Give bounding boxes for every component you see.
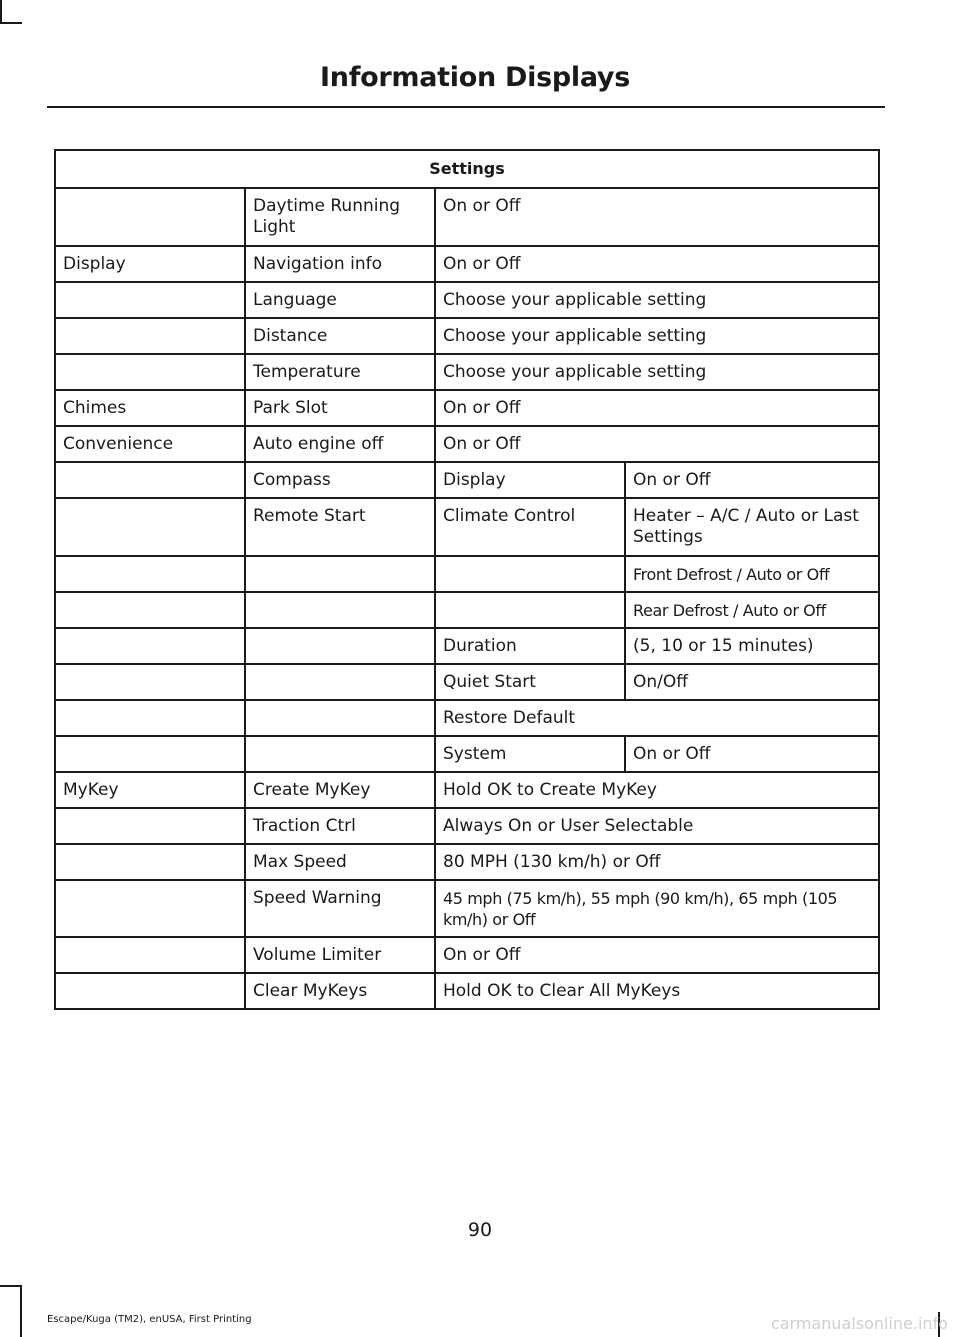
table-header-row [55, 150, 879, 188]
sub-item-cell: Quiet Start [435, 664, 625, 700]
table-row [55, 354, 879, 390]
value-cell: Hold OK to Clear All MyKeys [435, 973, 879, 1009]
category-cell: Convenience [55, 426, 245, 462]
value-cell: Rear Defrost / Auto or Off [625, 592, 879, 628]
value-cell: (5, 10 or 15 minutes) [625, 628, 879, 664]
value-cell: Choose your applicable setting [435, 282, 879, 318]
item-cell: Auto engine off [245, 426, 435, 462]
value-cell: 80 MPH (130 km/h) or Off [435, 844, 879, 880]
value-cell: 45 mph (75 km/h), 55 mph (90 km/h), 65 mph (105 km/h) or Off [435, 880, 879, 937]
item-cell: Max Speed [245, 844, 435, 880]
title-divider [47, 106, 885, 108]
sub-item-cell: Restore Default [435, 700, 879, 736]
table-row [55, 246, 879, 282]
value-cell: On or Off [435, 246, 879, 282]
watermark: carmanualsonline.info [770, 1314, 948, 1333]
table-row [55, 390, 879, 426]
table-row [55, 973, 879, 1009]
value-cell: On/Off [625, 664, 879, 700]
table-row [55, 498, 879, 556]
value-cell: Always On or User Selectable [435, 808, 879, 844]
value-cell: Front Defrost / Auto or Off [625, 556, 879, 592]
category-cell: Display [55, 246, 245, 282]
value-cell: Hold OK to Create MyKey [435, 772, 879, 808]
table-row [55, 880, 879, 937]
table-row [55, 318, 879, 354]
value-cell: On or Off [435, 390, 879, 426]
category-cell: MyKey [55, 772, 245, 808]
category-cell: Chimes [55, 390, 245, 426]
value-cell: Choose your applicable setting [435, 354, 879, 390]
item-cell: Clear MyKeys [245, 973, 435, 1009]
table-row [55, 808, 879, 844]
sub-item-cell: System [435, 736, 625, 772]
value-cell: On or Off [625, 736, 879, 772]
value-cell: On or Off [435, 937, 879, 973]
settings-table [54, 149, 880, 1010]
crop-mark [0, 22, 22, 24]
item-cell: Language [245, 282, 435, 318]
table-row [55, 628, 879, 664]
crop-mark [0, 0, 2, 22]
item-cell: Park Slot [245, 390, 435, 426]
sub-item-cell: Climate Control [435, 498, 625, 556]
table-row [55, 664, 879, 700]
item-cell: Traction Ctrl [245, 808, 435, 844]
item-cell: Volume Limiter [245, 937, 435, 973]
table-row [55, 188, 879, 246]
value-cell: Heater – A/C / Auto or Last Settings [625, 498, 879, 556]
value-cell: On or Off [625, 462, 879, 498]
table-row [55, 426, 879, 462]
table-row [55, 700, 879, 736]
page-title: Information Displays [320, 62, 630, 93]
item-cell: Speed Warning [245, 880, 435, 937]
item-cell: Navigation info [245, 246, 435, 282]
table-row [55, 937, 879, 973]
item-cell: Create MyKey [245, 772, 435, 808]
item-cell: Distance [245, 318, 435, 354]
item-cell: Temperature [245, 354, 435, 390]
table-row [55, 462, 879, 498]
table-row [55, 282, 879, 318]
sub-item-cell: Display [435, 462, 625, 498]
sub-item-cell: Duration [435, 628, 625, 664]
category-cell-empty [55, 188, 245, 246]
value-cell: Choose your applicable setting [435, 318, 879, 354]
value-cell: On or Off [435, 426, 879, 462]
crop-mark [0, 1285, 22, 1287]
item-cell: Remote Start [245, 498, 435, 556]
table-row [55, 772, 879, 808]
crop-mark [20, 1285, 22, 1337]
table-row [55, 736, 879, 772]
page-number: 90 [467, 1219, 493, 1241]
value-cell: On or Off [435, 188, 879, 246]
edition-footer: Escape/Kuga (TM2), enUSA, First Printing [47, 1314, 252, 1325]
table-heading: Settings [55, 150, 879, 188]
item-cell: Compass [245, 462, 435, 498]
table-row [55, 844, 879, 880]
item-cell: Daytime Running Light [245, 188, 435, 246]
table-row [55, 556, 879, 592]
table-row [55, 592, 879, 628]
